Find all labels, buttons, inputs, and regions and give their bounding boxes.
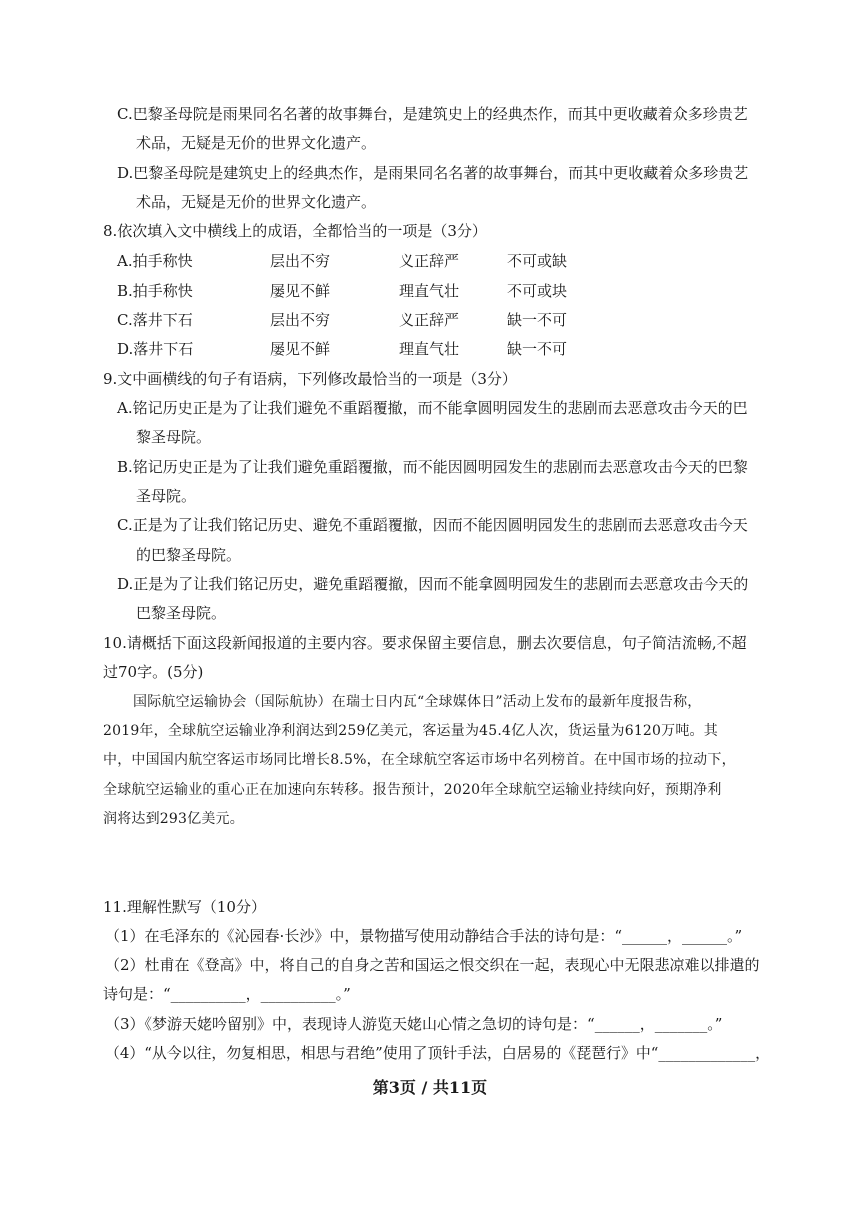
q8-option-d-word4: 缺一不可 <box>507 340 568 358</box>
q8-option-a-word4: 不可或缺 <box>507 252 568 270</box>
q8-option-a-word2: 层出不穷 <box>270 252 331 270</box>
q8-option-a-word3: 义正辞严 <box>399 252 460 270</box>
q10-stem-line1: 10.请概括下面这段新闻报道的主要内容。要求保留主要信息，删去次要信息，句子简洁流畅,不超 <box>103 634 747 652</box>
q10-passage-line5: 润将达到293亿美元。 <box>103 811 244 827</box>
q8-option-b-word2: 屡见不鲜 <box>270 282 331 300</box>
q9-stem: 9.文中画横线的句子有语病，下列修改最恰当的一项是（3分） <box>103 370 517 388</box>
q9-option-c-line1: C.正是为了让我们铭记历史、避免不重蹈覆撤，因而不能因圆明园发生的悲剧而去恶意攻击今天 <box>117 516 748 534</box>
q7-option-d-line2: 术品，无疑是无价的世界文化遗产。 <box>136 193 377 211</box>
q8-option-d-label: D.落井下石 <box>117 340 194 358</box>
page-number-footer: 第3页 / 共11页 <box>372 1078 488 1097</box>
q9-option-c-line2: 的巴黎圣母院。 <box>136 546 242 564</box>
q10-passage-line2: 2019年，全球航空运输业净利润达到259亿美元，客运量为45.4亿人次，货运量为6120万吨。其 <box>103 723 718 739</box>
q7-option-c-line2: 术品，无疑是无价的世界文化遗产。 <box>136 134 377 152</box>
q8-option-d-word2: 屡见不鲜 <box>270 340 331 358</box>
q10-passage-line4: 全球航空运输业的重心正在加速向东转移。报告预计，2020年全球航空运输业持续向好，预期净利 <box>103 782 722 798</box>
q11-stem: 11.理解性默写（10分） <box>103 898 266 916</box>
q10-stem-line2: 过70字。(5分) <box>103 663 204 681</box>
q10-passage-line1: 国际航空运输协会（国际航协）在瑞士日内瓦“全球媒体日”活动上发布的最新年度报告称， <box>133 694 702 710</box>
q9-option-b-line1: B.铭记历史正是为了让我们避免重蹈覆撤，而不能因圆明园发生的悲剧而去恶意攻击今天的巴黎 <box>117 458 748 476</box>
q9-option-a-line2: 黎圣母院。 <box>136 428 212 446</box>
q8-stem: 8.依次填入文中横线上的成语，全都恰当的一项是（3分） <box>103 222 487 240</box>
q9-option-d-line2: 巴黎圣母院。 <box>136 604 227 622</box>
q8-option-b-word4: 不可或块 <box>507 282 568 300</box>
q9-option-d-line1: D.正是为了让我们铭记历史，避免重蹈覆撤，因而不能拿圆明园发生的悲剧而去恶意攻击今天的 <box>117 575 749 593</box>
q11-item1: （1）在毛泽东的《沁园春·长沙》中，景物描写使用动静结合手法的诗句是：“______，______。” <box>105 927 743 945</box>
q8-option-b-label: B.拍手称快 <box>117 282 193 300</box>
q8-option-c-label: C.落井下石 <box>117 311 193 329</box>
q8-option-c-word4: 缺一不可 <box>507 311 568 329</box>
q10-passage-line3: 中，中国国内航空客运市场同比增长8.5%，在全球航空客运市场中名列榜首。在中国市场的拉动下， <box>103 752 736 768</box>
q7-option-d-line1: D.巴黎圣母院是建筑史上的经典杰作，是雨果同名名著的故事舞台，而其中更收藏着众多珍贵艺 <box>117 164 749 182</box>
q11-item2-line2: 诗句是：“__________，__________。” <box>103 985 351 1003</box>
q8-option-d-word3: 理直气壮 <box>399 340 460 358</box>
q8-option-c-word2: 层出不穷 <box>270 311 331 329</box>
q11-item2-line1: （2）杜甫在《登高》中，将自己的自身之苦和国运之恨交织在一起，表现心中无限悲凉难以排遣的 <box>105 956 760 974</box>
q11-item4: （4）“从今以往，勿复相思，相思与君绝”使用了顶针手法，白居易的《琵琶行》中“_____________， <box>105 1044 771 1062</box>
q8-option-c-word3: 义正辞严 <box>399 311 460 329</box>
q7-option-c-line1: C.巴黎圣母院是雨果同名名著的故事舞台，是建筑史上的经典杰作，而其中更收藏着众多珍贵艺 <box>117 105 748 123</box>
q8-option-b-word3: 理直气壮 <box>399 282 460 300</box>
q9-option-b-line2: 圣母院。 <box>136 487 197 505</box>
q9-option-a-line1: A.铭记历史正是为了让我们避免不重蹈覆撤，而不能拿圆明园发生的悲剧而去恶意攻击今天的巴 <box>117 399 748 417</box>
q8-option-a-label: A.拍手称快 <box>117 252 193 270</box>
q11-item3: （3）《梦游天姥吟留别》中，表现诗人游览天姥山心情之急切的诗句是：“______，_______。” <box>105 1015 723 1033</box>
